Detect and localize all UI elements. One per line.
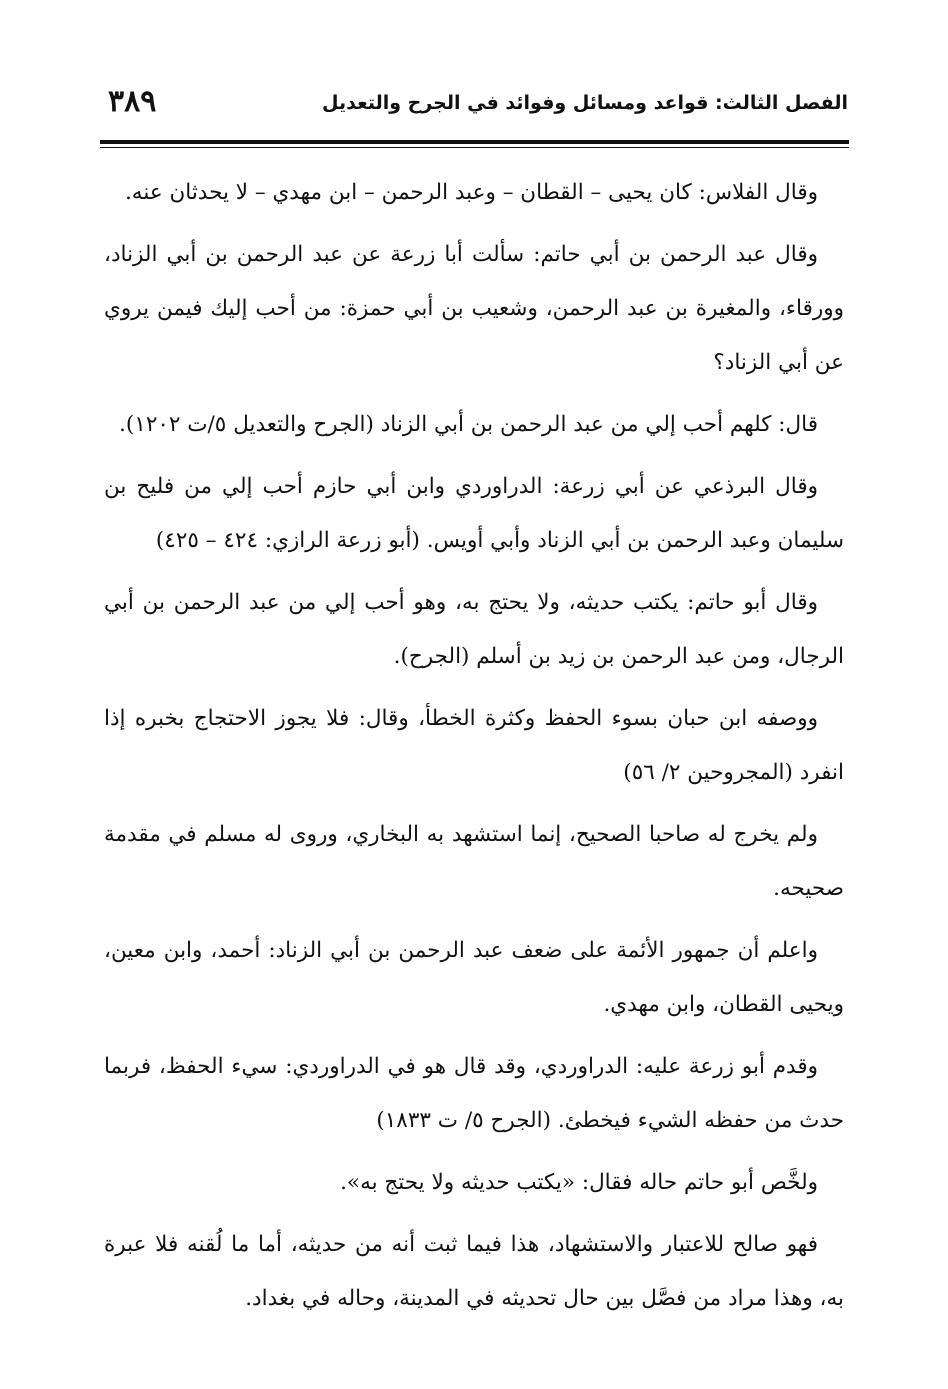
page-header <box>100 84 848 136</box>
paragraph: ولخَّص أبو حاتم حاله فقال: «يكتب حديثه ولا يحتج به». <box>340 1170 818 1195</box>
paragraph: ولم يخرج له صاحبا الصحيح، إنما استشهد به البخاري، وروى له مسلم في مقدمة صحيحه. <box>104 822 844 901</box>
page-number: ٣٨٩ <box>108 84 157 119</box>
header-rule-thick <box>100 140 849 144</box>
paragraph: وقال الفلاس: كان يحيى – القطان – وعبد الرحمن – ابن مهدي – لا يحدثان عنه. <box>124 180 818 205</box>
header-rule-thin <box>100 147 849 148</box>
paragraph: وقدم أبو زرعة عليه: الدراوردي، وقد قال هو في الدراوردي: سيء الحفظ، فربما حدث من حفظه الشيء فيخطئ. (الجرح ٥/ ت ١٨٣٣) <box>104 1054 844 1133</box>
paragraph: ووصفه ابن حبان بسوء الحفظ وكثرة الخطأ، وقال: فلا يجوز الاحتجاج بخبره إذا انفرد (المجروحين ٢/ ٥٦) <box>104 706 844 785</box>
running-header-title: الفصل الثالث: قواعد ومسائل وفوائد في الجرح والتعديل <box>322 92 848 114</box>
page-body <box>104 166 844 1334</box>
paragraph: فهو صالح للاعتبار والاستشهاد، هذا فيما ثبت أنه من حديثه، أما ما لُقنه فلا عبرة به، وهذا مراد من فصَّل بين حال تحديثه في المدينة، وحاله في بغداد. <box>104 1232 844 1311</box>
paragraph: وقال أبو حاتم: يكتب حديثه، ولا يحتج به، وهو أحب إلي من عبد الرحمن بن أبي الرجال، ومن عبد الرحمن بن زيد بن أسلم (الجرح). <box>104 590 844 669</box>
paragraph: قال: كلهم أحب إلي من عبد الرحمن بن أبي الزناد (الجرح والتعديل ٥/ت ١٢٠٢). <box>119 412 818 437</box>
paragraph: واعلم أن جمهور الأئمة على ضعف عبد الرحمن بن أبي الزناد: أحمد، وابن معين، ويحيى القطان، وابن مهدي. <box>104 938 844 1017</box>
paragraph: وقال عبد الرحمن بن أبي حاتم: سألت أبا زرعة عن عبد الرحمن بن أبي الزناد، وورقاء، والمغيرة بن عبد الرحمن، وشعيب بن أبي حمزة: من أحب إليك فيمن يروي عن أبي الزناد؟ <box>104 242 844 375</box>
paragraph: وقال البرذعي عن أبي زرعة: الدراوردي وابن أبي حازم أحب إلي من فليح بن سليمان وعبد الرحمن بن أبي الزناد وأبي أويس. (أبو زرعة الرازي: ٤٢٤ – ٤٢٥) <box>104 474 844 553</box>
